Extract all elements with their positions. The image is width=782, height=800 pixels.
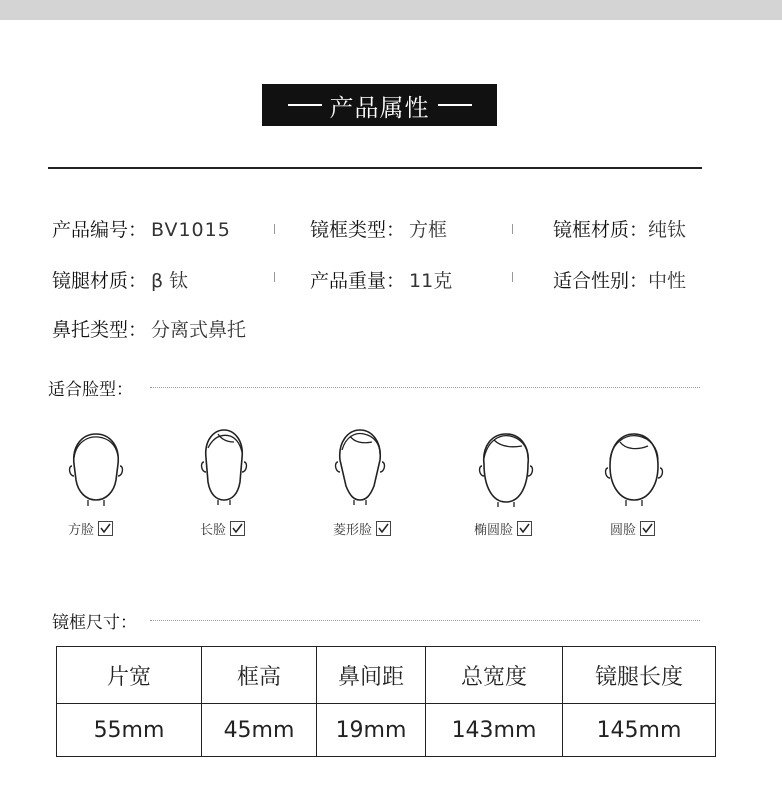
separator: [512, 272, 513, 282]
checked-checkbox-icon: [98, 521, 113, 536]
table-header-cell: 鼻间距: [317, 647, 426, 704]
diamond-face-icon: [324, 426, 396, 506]
face-name: 圆脸: [610, 523, 637, 538]
table-header-cell: 总宽度: [426, 647, 563, 704]
table-cell: 145mm: [563, 704, 716, 757]
attr-value: 方框: [409, 219, 448, 241]
section-title-banner: [262, 84, 497, 126]
checked-checkbox-icon: [517, 521, 532, 536]
attr-key: 镜框材质：: [553, 219, 649, 241]
attr-nose-pad: [52, 315, 246, 342]
face-name: 菱形脸: [333, 523, 373, 538]
attr-key: 产品编号：: [52, 219, 148, 241]
attr-value: 分离式鼻托: [151, 319, 247, 341]
title-right-line: [438, 104, 472, 106]
attr-temple-material: [52, 266, 188, 293]
frame-size-table: [56, 646, 716, 757]
face-name: 方脸: [68, 523, 95, 538]
table-header-row: [57, 647, 716, 704]
attr-value: β 钛: [151, 270, 189, 292]
section-title: 产品属性: [329, 93, 430, 122]
attr-key: 镜腿材质：: [52, 270, 148, 292]
face-option-round: [610, 519, 655, 538]
attr-value: 11克: [409, 270, 453, 292]
checked-checkbox-icon: [376, 521, 391, 536]
divider: [48, 167, 702, 169]
attr-gender: [553, 266, 686, 293]
face-name: 椭圆脸: [474, 523, 514, 538]
title-left-line: [288, 104, 322, 106]
separator: [274, 272, 275, 282]
dotted-leader: [150, 387, 700, 388]
face-option-long: [200, 519, 245, 538]
table-row: [57, 704, 716, 757]
checked-checkbox-icon: [640, 521, 655, 536]
size-section-label: 镜框尺寸：: [52, 613, 137, 633]
attr-key: 镜框类型：: [310, 219, 406, 241]
oval-face-icon: [470, 428, 542, 508]
attr-weight: [310, 266, 452, 293]
attr-key: 鼻托类型：: [52, 319, 148, 341]
dotted-leader: [150, 620, 700, 621]
face-name: 长脸: [200, 523, 227, 538]
table-cell: 19mm: [317, 704, 426, 757]
table-header-cell: 镜腿长度: [563, 647, 716, 704]
top-bar: [0, 0, 782, 20]
face-option-square: [68, 519, 113, 538]
face-option-oval: [474, 519, 532, 538]
attr-frame-material: [553, 215, 686, 242]
table-header-cell: 片宽: [57, 647, 202, 704]
attr-value: 纯钛: [648, 219, 687, 241]
attr-value: BV1015: [151, 219, 231, 241]
separator: [274, 224, 275, 234]
table-cell: 55mm: [57, 704, 202, 757]
long-face-icon: [188, 426, 260, 506]
face-option-diamond: [333, 519, 391, 538]
attr-key: 适合性别：: [553, 270, 649, 292]
checked-checkbox-icon: [230, 521, 245, 536]
attr-key: 产品重量：: [310, 270, 406, 292]
table-cell: 143mm: [426, 704, 563, 757]
separator: [512, 224, 513, 234]
attr-value: 中性: [648, 270, 687, 292]
table-header-cell: 框高: [202, 647, 317, 704]
face-section-label: 适合脸型：: [48, 380, 133, 400]
square-face-icon: [60, 428, 132, 508]
attr-frame-type: [310, 215, 447, 242]
attr-product-code: [52, 215, 231, 242]
round-face-icon: [598, 428, 670, 508]
table-cell: 45mm: [202, 704, 317, 757]
